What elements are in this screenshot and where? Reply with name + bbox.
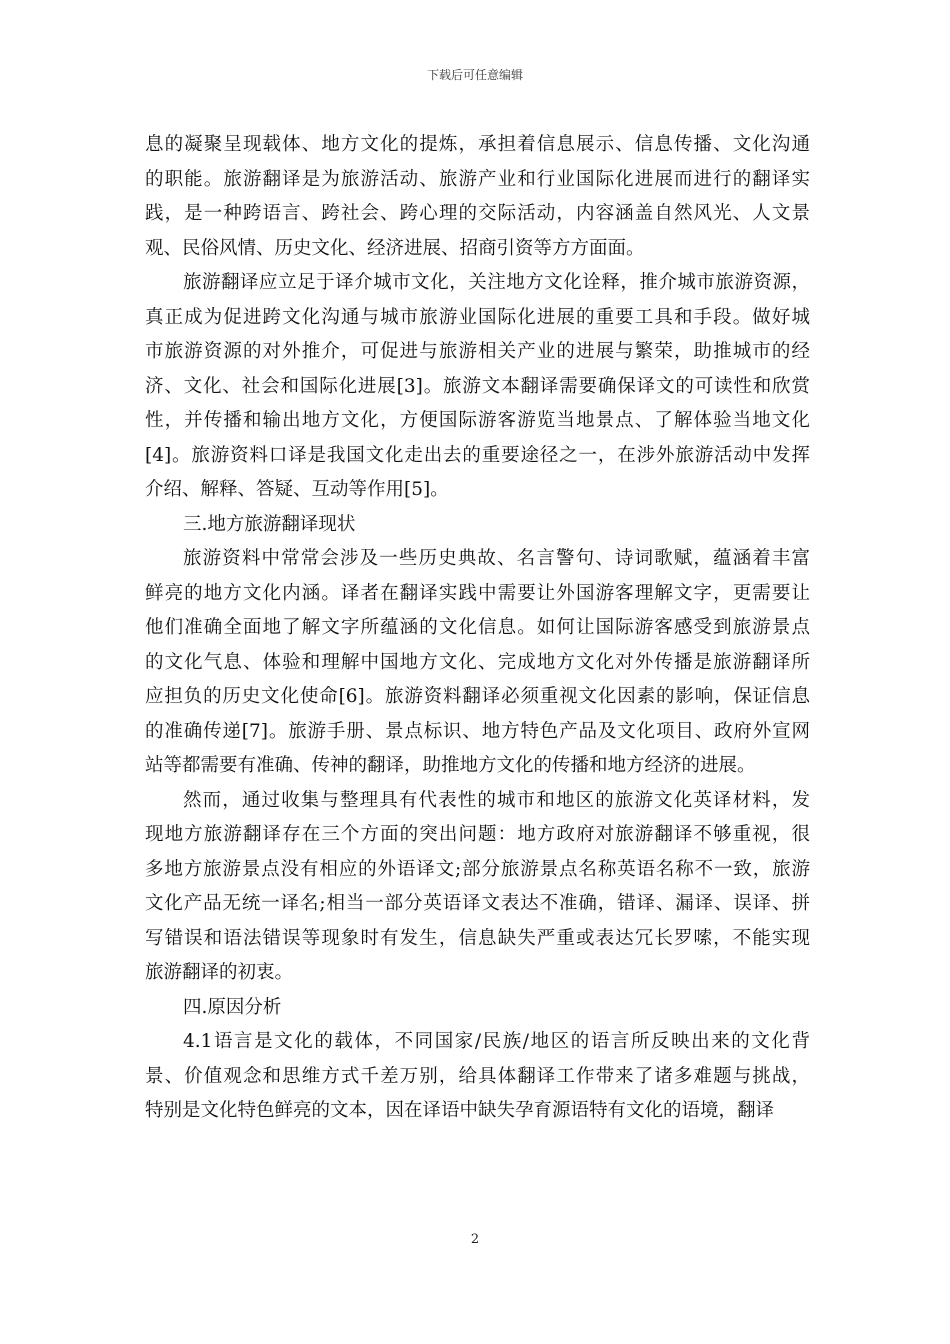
text-line: 的准确传递[7]。旅游手册、景点标识、地方特色产品及文化项目、政府外宣网 [145,720,810,742]
text-line: 四.原因分析 [183,996,282,1018]
text-line: 特别是文化特色鲜亮的文本，因在译语中缺失孕育源语特有文化的语境，翻译 [145,1100,775,1121]
paragraph [145,542,810,784]
paragraph [145,508,810,543]
paragraph [145,266,810,508]
text-line: 然而，通过收集与整理具有代表性的城市和地区的旅游文化英译材料，发 [183,789,810,811]
text-line: 的文化气息、体验和理解中国地方文化、完成地方文化对外传播是旅游翻译所 [145,651,810,673]
text-line: 他们准确全面地了解文字所蕴涵的文化信息。如何让国际游客感受到旅游景点 [145,617,810,638]
text-line: 的职能。旅游翻译是为旅游活动、旅游产业和行业国际化进展而进行的翻译实 [145,168,810,190]
text-line: 景、价值观念和思维方式千差万别，给具体翻译工作带来了诸多难题与挑战， [145,1065,810,1087]
text-line: 旅游资料中常常会涉及一些历史典故、名言警句、诗词歌赋，蕴涵着丰富 [183,548,810,569]
paragraph [145,1025,810,1129]
text-line: 介绍、解释、答疑、互动等作用[5]。 [145,479,449,500]
text-line: 4.1语言是文化的载体，不同国家/民族/地区的语言所反映出来的文化背 [183,1031,810,1052]
text-line: 文化产品无统一译名;相当一部分英语译文表达不准确，错译、漏译、误译、拼 [145,893,810,914]
text-line: [4]。旅游资料口译是我国文化走出去的重要途径之一，在涉外旅游活动中发挥 [145,444,810,466]
text-line: 旅游翻译应立足于译介城市文化，关注地方文化诠释，推介城市旅游资源， [183,272,810,293]
text-line: 济、文化、社会和国际化进展[3]。旅游文本翻译需要确保译文的可读性和欣赏 [145,375,810,397]
paragraph [145,784,810,991]
text-line: 写错误和语法错误等现象时有发生，信息缺失严重或表达冗长罗嗦，不能实现 [145,927,810,949]
text-line: 站等都需要有准确、传神的翻译，助推地方文化的传播和地方经济的进展。 [145,755,756,776]
text-line: 三.地方旅游翻译现状 [183,513,356,535]
text-line: 观、民俗风情、历史文化、经济进展、招商引资等方方面面。 [145,237,645,259]
text-line: 现地方旅游翻译存在三个方面的突出问题：地方政府对旅游翻译不够重视，很 [145,824,810,845]
page-number: 2 [470,1232,480,1247]
text-line: 性，并传播和输出地方文化，方便国际游客游览当地景点、了解体验当地文化 [145,410,810,431]
paragraph [145,128,810,266]
text-line: 旅游翻译的初衷。 [145,962,294,983]
text-line: 践，是一种跨语言、跨社会、跨心理的交际活动，内容涵盖自然风光、人文景 [145,203,810,224]
page-header: 下载后可任意编辑 [426,68,523,82]
paragraph [145,991,810,1026]
text-line: 应担负的历史文化使命[6]。旅游资料翻译必须重视文化因素的影响，保证信息 [145,686,810,707]
text-line: 市旅游资源的对外推介，可促进与旅游相关产业的进展与繁荣，助推城市的经 [145,341,810,362]
document-body [145,128,810,1129]
text-line: 鲜亮的地方文化内涵。译者在翻译实践中需要让外国游客理解文字，更需要让 [145,582,810,604]
text-line: 息的凝聚呈现载体、地方文化的提炼，承担着信息展示、信息传播、文化沟通 [145,134,810,155]
text-line: 多地方旅游景点没有相应的外语译文;部分旅游景点名称英语名称不一致，旅游 [145,858,810,880]
text-line: 真正成为促进跨文化沟通与城市旅游业国际化进展的重要工具和手段。做好城 [145,306,810,328]
